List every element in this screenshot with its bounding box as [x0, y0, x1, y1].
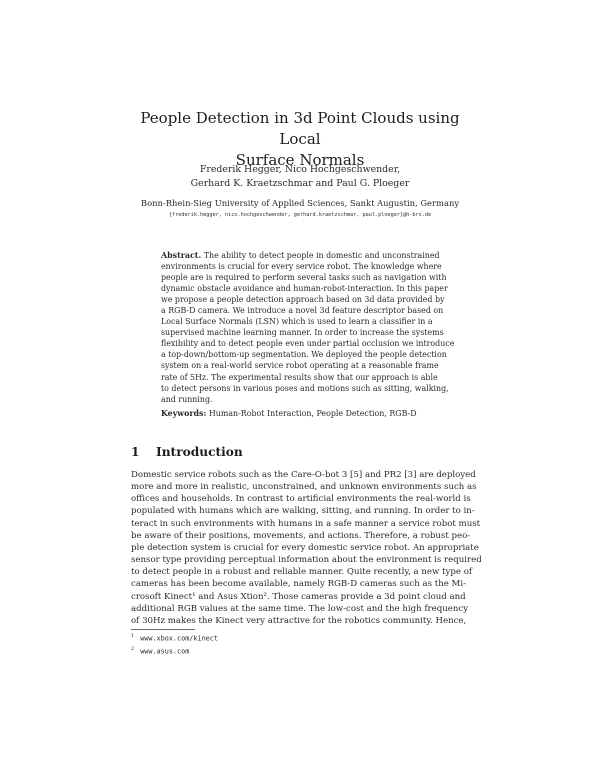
footnote-rule	[131, 629, 195, 630]
body-line: ple detection system is crucial for every domestic service robot. An appropriate	[131, 542, 479, 553]
abstract	[161, 250, 455, 405]
abstract-line: environments is crucial for every service robot. The knowledge where	[161, 262, 442, 272]
footnotes	[131, 631, 218, 658]
body-line: additional RGB values at the same time. The low-cost and the high frequency	[131, 603, 469, 614]
abstract-line: system on a real-world service robot operating at a reasonable frame	[161, 361, 439, 371]
footnote	[131, 644, 218, 657]
section-number: 1	[131, 445, 140, 459]
abstract-line: a top-down/bottom-up segmentation. We deployed the people detection	[161, 350, 447, 360]
abstract-label: Abstract.	[161, 251, 202, 260]
body-line: more and more in realistic, unconstrained, and unknown environments such as	[131, 482, 477, 493]
body-line: sensor type providing perceptual information about the environment is required	[131, 555, 482, 566]
keywords-label: Keywords:	[161, 409, 207, 418]
paper-title	[120, 108, 480, 171]
abstract-line: and running.	[161, 394, 213, 404]
footnote-link[interactable]: www.xbox.com/kinect	[140, 634, 218, 643]
body-line: to detect people in a robust and reliable manner. Quite recently, a new type of	[131, 567, 473, 578]
body-line: crosoft Kinect¹ and Asus Xtion². Those cameras provide a 3d point cloud and	[131, 591, 466, 602]
authors-line-2: Gerhard K. Kraetzschmar and Paul G. Ploeger	[190, 178, 410, 189]
abstract-line	[161, 250, 441, 261]
abstract-line: Local Surface Normals (LSN) which is used to learn a classifier in a	[161, 317, 433, 327]
footnote	[131, 631, 218, 644]
keywords	[161, 408, 461, 419]
abstract-line-text: The ability to detect people in domestic and unconstrained	[203, 251, 440, 260]
abstract-line: people are is required to perform several tasks such as navigation with	[161, 273, 447, 283]
section-title: Introduction	[156, 445, 243, 459]
body-line: cameras has been become available, namely RGB-D cameras such as the Mi-	[131, 579, 467, 590]
title-line-2: Surface Normals	[235, 151, 365, 169]
footnote-mark: 2	[131, 646, 135, 653]
footnote-link[interactable]: www.asus.com	[140, 647, 190, 656]
body-line: offices and households. In contrast to artificial environments the real-world is	[131, 494, 471, 505]
abstract-line: dynamic obstacle avoidance and human-robot-interaction. In this paper	[161, 284, 448, 294]
introduction-text	[131, 469, 482, 627]
footnote-mark: 1	[131, 633, 135, 639]
body-line: of 30Hz makes the Kinect very attractive for the robotics community. Hence,	[131, 615, 467, 626]
body-line: Domestic service robots such as the Care-O-bot 3 [5] and PR2 [3] are deployed	[131, 470, 476, 480]
author-list	[150, 163, 450, 191]
abstract-line: flexibility and to detect people even under partial occlusion we introduce	[161, 339, 455, 349]
body-line: teract in such environments with humans in a safe manner a service robot must	[131, 518, 481, 529]
authors-line-1: Frederik Hegger, Nico Hochgeschwender,	[199, 164, 401, 175]
abstract-line: supervised machine learning manner. In order to increase the systems	[161, 328, 444, 338]
keywords-text: Human-Robot Interaction, People Detection, RGB-D	[208, 409, 417, 418]
author-emails: {frederik.hegger, nico.hochgeschwender, gerhard.kraetzschmar, paul.ploeger}@h-brs.de	[168, 212, 432, 218]
abstract-line: to detect persons in various poses and motions such as sitting, walking,	[161, 383, 449, 393]
body-line: be aware of their positions, movements, and actions. Therefore, a robust peo-	[131, 530, 471, 541]
abstract-line: we propose a people detection approach based on 3d data provided by	[161, 295, 445, 305]
abstract-line: rate of 5Hz. The experimental results show that our approach is able	[161, 372, 438, 382]
affiliation: Bonn-Rhein-Sieg University of Applied Sciences, Sankt Augustin, Germany	[140, 198, 460, 208]
abstract-line: a RGB-D camera. We introduce a novel 3d feature descriptor based on	[161, 306, 444, 316]
title-line-1: People Detection in 3d Point Clouds using Local	[140, 109, 460, 148]
section-heading	[131, 445, 243, 459]
body-line: populated with humans which are walking, sitting, and running. In order to in-	[131, 506, 475, 517]
